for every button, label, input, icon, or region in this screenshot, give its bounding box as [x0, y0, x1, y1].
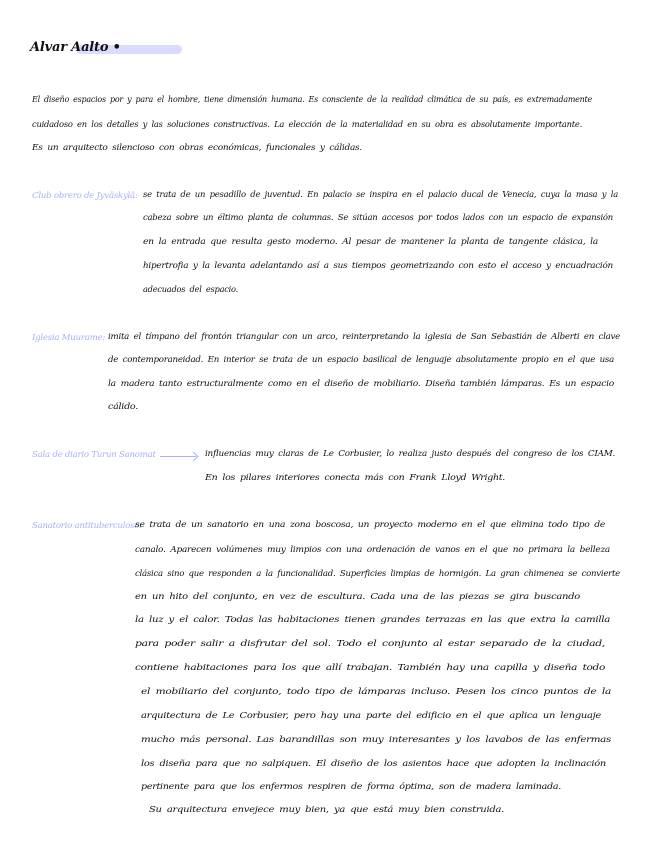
section-line: adecuados del espacio. — [143, 285, 238, 295]
title-block — [30, 40, 121, 62]
section-line: en un hito del conjunto, en vez de escultura. Cada una de las piezas se gira buscando — [135, 592, 580, 602]
section-line: canalo. Aparecen volúmenes muy limpios con una ordenación de vanos en el que no primara la belleza — [135, 545, 610, 555]
section-label-sala-diario: Sala de diario Turun Sanomat — [32, 450, 156, 460]
section-line: hipertrofia y la levanta adelantando así a sus tiempos geometrizando con esto el acceso y encuadración — [143, 261, 613, 271]
intro-line: Es un arquitecto silencioso con obras económicas, funcionales y cálidas. — [32, 143, 362, 153]
section-line: imita el tímpano del frontón triangular con un arco, reinterpretando la iglesia de San Sebastián de Alberti en clave — [108, 332, 620, 342]
section-line: los diseña para que no salpiquen. El diseño de los asientos hace que adopten la inclinación — [141, 759, 606, 769]
section-line: de contemporaneidad. En interior se trata de un espacio basilical de lenguaje absolutamente propio en el que usa — [108, 355, 614, 365]
intro-line: cuidadoso en los detalles y las soluciones constructivas. La elección de la materialidad en su obra es absolutamente importante. — [32, 120, 582, 130]
section-line: en la entrada que resulta gesto moderno. Al pesar de mantener la planta de tangente clásica, la — [143, 237, 598, 247]
section-line: arquitectura de Le Corbusier, pero hay una parte del edificio en el que aplica un lenguaje — [141, 711, 601, 721]
section-line: la madera tanto estructuralmente como en el diseño de mobiliario. Diseña también lámparas. Es un espacio — [108, 379, 614, 389]
section-line: el mobiliario del conjunto, todo tipo de lámparas incluso. Pesen los cinco puntos de la — [141, 687, 611, 697]
section-line: clásica sino que responden a la funcionalidad. Superficies limpias de hormigón. La gran chimenea se convierte — [135, 569, 620, 579]
section-line: la luz y el calor. Todas las habitaciones tienen grandes terrazas en las que extra la camilla — [135, 615, 610, 625]
section-label-iglesia-muurame: Iglesia Muurame: — [32, 333, 105, 343]
intro-line: El diseño espacios por y para el hombre, tiene dimensión humana. Es consciente de la realidad climática de su país, es extremadamente — [32, 95, 592, 105]
section-line: para poder salir a disfrutar del sol. Todo el conjunto al estar separado de la ciudad, — [135, 639, 605, 649]
section-label-sanatorio: Sanatorio antituberculoso: — [32, 521, 142, 531]
section-line: cálido. — [108, 402, 138, 412]
section-line: Su arquitectura envejece muy bien, ya que está muy bien construida. — [149, 805, 504, 815]
section-line: pertinente para que los enfermos respiren de forma óptima, son de madera laminada. — [141, 782, 561, 792]
section-label-club-obrero: Club obrero de Jyväskylä: — [32, 191, 138, 201]
arrow-icon — [160, 456, 196, 457]
section-line: cabeza sobre un éltimo planta de columnas. Se sitúan accesos por todos lados con un espacio de expansión — [143, 213, 613, 223]
section-line: contiene habitaciones para los que allí trabajan. También hay una capilla y diseña todo — [135, 663, 605, 673]
section-line: mucho más personal. Las barandillas son muy interesantes y los lavabos de las enfermas — [141, 735, 611, 745]
page-title: Alvar Aalto • — [30, 40, 121, 55]
section-line: influencias muy claras de Le Corbusier, lo realiza justo después del congreso de los CIAM. — [205, 449, 615, 459]
section-line: se trata de un sanatorio en una zona boscosa, un proyecto moderno en el que elimina todo tipo de — [135, 520, 605, 530]
section-line: En los pilares interiores conecta más con Frank Lloyd Wright. — [205, 473, 505, 483]
section-line: se trata de un pesadillo de juventud. En palacio se inspira en el palacio ducal de Venecia, cuya la masa y la — [143, 190, 618, 200]
